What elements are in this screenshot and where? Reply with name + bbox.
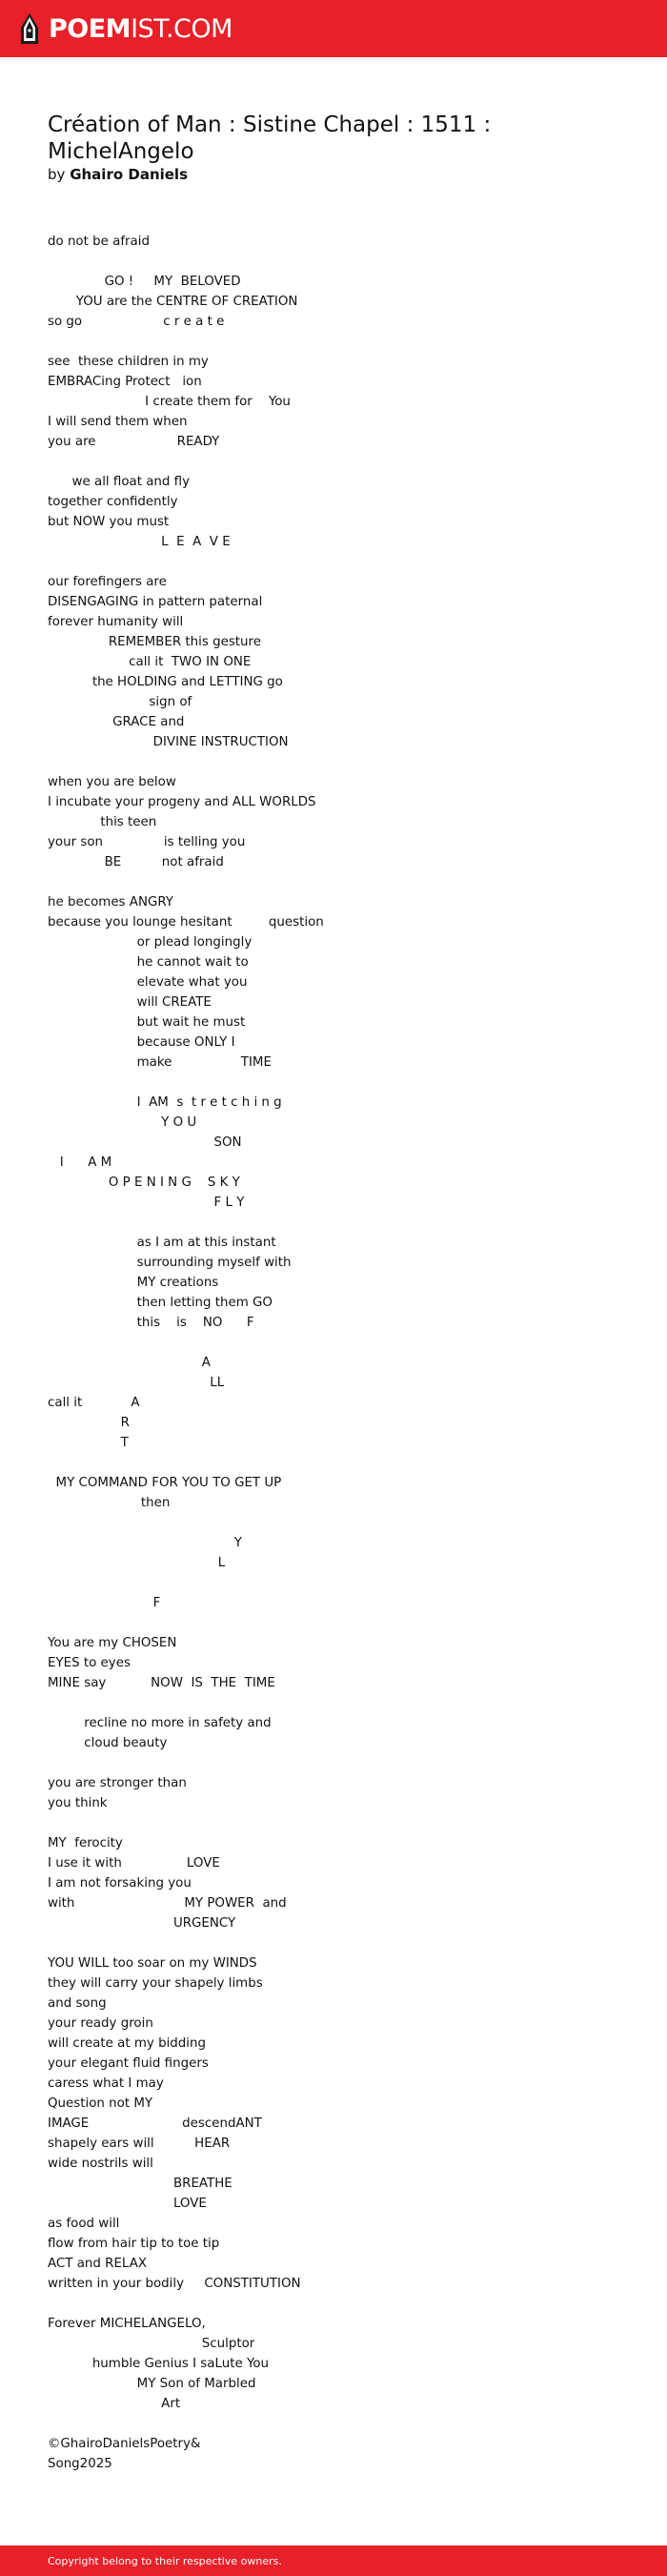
poem-line: ACT and RELAX bbox=[48, 2257, 148, 2271]
poem-line: GRACE and bbox=[48, 715, 185, 729]
poem-line: with MY POWER and bbox=[48, 1896, 287, 1911]
poem-line: so go c r e a t e bbox=[48, 315, 225, 329]
poem-line: Song2025 bbox=[48, 2457, 112, 2471]
poem-line: this is NO F bbox=[48, 1316, 254, 1330]
poem-line: will CREATE bbox=[48, 995, 212, 1010]
poem-line bbox=[48, 1333, 619, 1353]
poem-line: EMBRACing Protect ion bbox=[48, 375, 202, 389]
poem-line: they will carry your shapely limbs bbox=[48, 1976, 263, 1991]
poem-line: Y bbox=[48, 1536, 242, 1550]
copyright-notice: Copyright belong to their respective owners. bbox=[48, 2554, 282, 2567]
poem-line: you think bbox=[48, 1796, 108, 1810]
poem-line: LL bbox=[48, 1376, 225, 1390]
poem-line bbox=[48, 1693, 619, 1713]
poem-line: MY creations bbox=[48, 1276, 219, 1290]
poem-line: BE not afraid bbox=[48, 855, 224, 869]
poem-line: because you lounge hesitant question bbox=[48, 915, 324, 930]
poem-line: wide nostrils will bbox=[48, 2157, 153, 2171]
poem-body bbox=[48, 232, 619, 2474]
poem-line bbox=[48, 1753, 619, 1773]
poem-line bbox=[48, 252, 619, 272]
poem-line bbox=[48, 1213, 619, 1233]
poem-line: do not be afraid bbox=[48, 235, 150, 249]
poem-line: he becomes ANGRY bbox=[48, 895, 173, 910]
poem-line: L E A V E bbox=[48, 535, 231, 549]
poem-line: F L Y bbox=[48, 1196, 245, 1210]
poem-line: SON bbox=[48, 1135, 242, 1150]
poem-line: as food will bbox=[48, 2217, 120, 2231]
poem-line: MY COMMAND FOR YOU TO GET UP bbox=[48, 1476, 282, 1490]
poem-line: EYES to eyes bbox=[48, 1656, 131, 1670]
poem-line: then bbox=[48, 1496, 171, 1510]
poem-line: I A M bbox=[48, 1155, 112, 1170]
poem-line: this teen bbox=[48, 815, 157, 829]
poem-line: forever humanity will bbox=[48, 615, 184, 629]
poem-line: O P E N I N G S K Y bbox=[48, 1176, 240, 1190]
poem-line: I am not forsaking you bbox=[48, 1876, 192, 1891]
poem-line: you are READY bbox=[48, 435, 220, 449]
poem-line bbox=[48, 1613, 619, 1633]
poem-line: MINE say NOW IS THE TIME bbox=[48, 1676, 275, 1690]
poem-line: caress what I may bbox=[48, 2076, 164, 2091]
poem-line: R bbox=[48, 1416, 130, 1430]
poem-line: GO ! MY BELOVED bbox=[48, 275, 241, 289]
poem-line: but NOW you must bbox=[48, 515, 170, 529]
poem-line: our forefingers are bbox=[48, 575, 167, 589]
poem-line: the HOLDING and LETTING go bbox=[48, 675, 283, 689]
poem-line bbox=[48, 1453, 619, 1473]
poem-line: MY ferocity bbox=[48, 1836, 123, 1850]
poem-line: Sculptor bbox=[48, 2337, 255, 2351]
poem-line: make TIME bbox=[48, 1055, 272, 1070]
poem-line bbox=[48, 1513, 619, 1533]
poem-line: F bbox=[48, 1596, 161, 1610]
poem-line: BREATHE bbox=[48, 2177, 232, 2191]
poem-line: because ONLY I bbox=[48, 1035, 235, 1050]
site-footer bbox=[0, 2545, 667, 2576]
poem-line bbox=[48, 1933, 619, 1953]
poem-line: your elegant fluid fingers bbox=[48, 2056, 209, 2071]
poem-line: L bbox=[48, 1556, 226, 1570]
poem-line: I create them for You bbox=[48, 395, 291, 409]
poem-line: we all float and fly bbox=[48, 475, 191, 489]
author-link[interactable]: Ghairo Daniels bbox=[70, 166, 189, 183]
poem-line: You are my CHOSEN bbox=[48, 1636, 177, 1650]
poem-line: and song bbox=[48, 1996, 107, 2011]
poem-line: LOVE bbox=[48, 2197, 207, 2211]
logo-brand-bold: POEM bbox=[49, 13, 131, 44]
poem-line: humble Genius I saLute You bbox=[48, 2357, 270, 2371]
poem-line: Art bbox=[48, 2397, 181, 2411]
poem-line: your son is telling you bbox=[48, 835, 246, 849]
poem-line: surrounding myself with bbox=[48, 1256, 292, 1270]
poem-line: your ready groin bbox=[48, 2016, 153, 2031]
site-logo[interactable] bbox=[49, 13, 232, 44]
fountain-pen-nib-icon[interactable] bbox=[19, 12, 40, 45]
poem-line: call it A bbox=[48, 1396, 140, 1410]
poem-line: URGENCY bbox=[48, 1916, 236, 1931]
poem-line: call it TWO IN ONE bbox=[48, 655, 252, 669]
poem-title: Création of Man : Sistine Chapel : 1511 : MichelAngelo bbox=[48, 112, 492, 164]
poem-line: together confidently bbox=[48, 495, 178, 509]
poem-line bbox=[48, 1573, 619, 1593]
poem-line: flow from hair tip to toe tip bbox=[48, 2237, 220, 2251]
poem-line: I will send them when bbox=[48, 415, 188, 429]
poem-line: YOU WILL too soar on my WINDS bbox=[48, 1956, 257, 1971]
poem-line bbox=[48, 2294, 619, 2314]
poem-line: then letting them GO bbox=[48, 1296, 273, 1310]
poem-line: MY Son of Marbled bbox=[48, 2377, 256, 2391]
poem-line: Y O U bbox=[48, 1115, 197, 1130]
poem-line: ©GhairoDanielsPoetry& bbox=[48, 2437, 201, 2451]
poem-line bbox=[48, 2414, 619, 2434]
poem-line: I use it with LOVE bbox=[48, 1856, 220, 1871]
poem-line: A bbox=[48, 1356, 211, 1370]
site-header bbox=[0, 0, 667, 57]
poem-line: T bbox=[48, 1436, 129, 1450]
poem-line: I AM s t r e t c h i n g bbox=[48, 1095, 282, 1110]
poem-line bbox=[48, 552, 619, 572]
poem-line: you are stronger than bbox=[48, 1776, 187, 1790]
poem-line bbox=[48, 452, 619, 472]
poem-line: REMEMBER this gesture bbox=[48, 635, 261, 649]
poem-line: elevate what you bbox=[48, 975, 248, 990]
poem-line: written in your bodily CONSTITUTION bbox=[48, 2277, 301, 2291]
poem-line: sign of bbox=[48, 695, 192, 709]
poem-line: but wait he must bbox=[48, 1015, 246, 1030]
poem-line: recline no more in safety and bbox=[48, 1716, 272, 1730]
poem-line: will create at my bidding bbox=[48, 2036, 206, 2051]
by-label: by bbox=[48, 166, 66, 183]
poem-line: see these children in my bbox=[48, 355, 209, 369]
poem-line bbox=[48, 872, 619, 892]
byline bbox=[48, 164, 188, 185]
poem-line bbox=[48, 1073, 619, 1093]
poem-line bbox=[48, 332, 619, 352]
poem-line: or plead longingly bbox=[48, 935, 253, 950]
poem-line: as I am at this instant bbox=[48, 1236, 276, 1250]
poem-line: I incubate your progeny and ALL WORLDS bbox=[48, 795, 316, 809]
logo-brand-light: IST.COM bbox=[131, 13, 232, 44]
poem-line bbox=[48, 1813, 619, 1833]
poem-line: Question not MY bbox=[48, 2096, 153, 2111]
poem-line bbox=[48, 752, 619, 772]
poem-line: YOU are the CENTRE OF CREATION bbox=[48, 295, 298, 309]
poem-line: shapely ears will HEAR bbox=[48, 2136, 231, 2151]
poem-line: DIVINE INSTRUCTION bbox=[48, 735, 289, 749]
poem-line: Forever MICHELANGELO, bbox=[48, 2317, 206, 2331]
poem-line: DISENGAGING in pattern paternal bbox=[48, 595, 263, 609]
poem-line: IMAGE descendANT bbox=[48, 2116, 262, 2131]
poem-line: he cannot wait to bbox=[48, 955, 249, 970]
poem-line: cloud beauty bbox=[48, 1736, 168, 1750]
poem-line: when you are below bbox=[48, 775, 176, 789]
